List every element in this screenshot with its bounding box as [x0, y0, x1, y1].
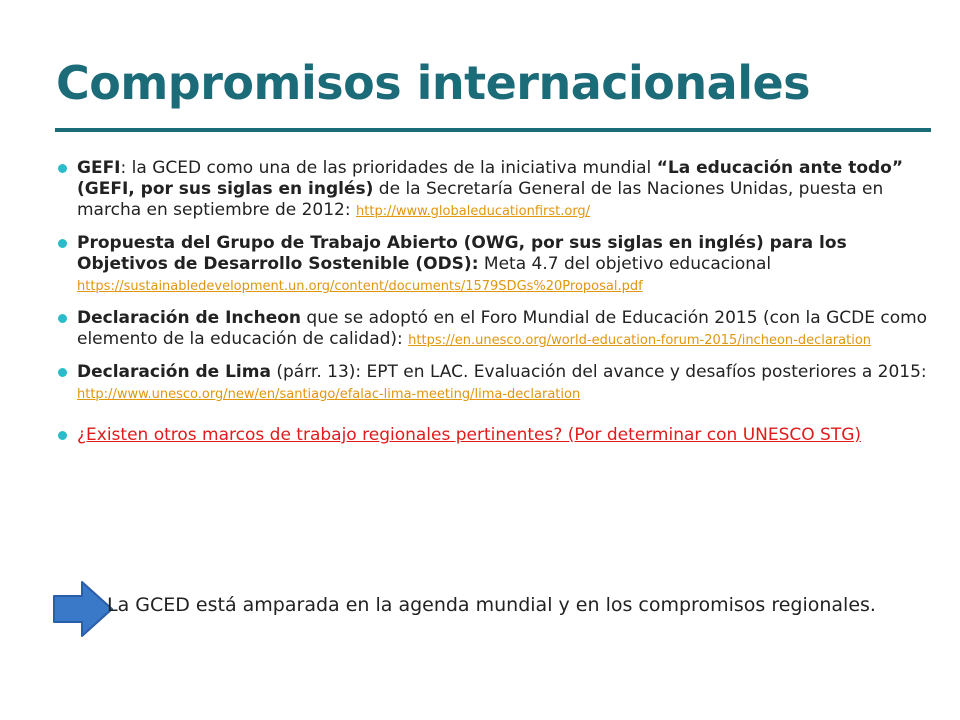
list-item-lima [77, 362, 939, 405]
gefi-label: GEFI [77, 158, 121, 178]
list-item-gefi [77, 158, 939, 222]
right-arrow-icon [52, 580, 114, 638]
lima-bold: Declaración de Lima [77, 362, 271, 382]
lima-link[interactable]: http://www.unesco.org/new/en/santiago/efalac-lima-meeting/lima-declaration [77, 387, 581, 402]
list-item-incheon [77, 308, 939, 351]
regional-frameworks-link[interactable]: ¿Existen otros marcos de trabajo regionales pertinentes? (Por determinar con UNESCO STG) [77, 425, 862, 445]
gefi-link[interactable]: http://www.globaleducationfirst.org/ [356, 204, 591, 219]
commitments-list [77, 158, 939, 457]
list-item-question [77, 425, 939, 446]
incheon-text: que se adoptó en el Foro Mundial de Educación 2015 (con la GCDE como elemento de la educación de calidad): [77, 308, 928, 349]
slide-title: Compromisos internacionales [56, 56, 811, 110]
incheon-link[interactable]: https://en.unesco.org/world-education-forum-2015/incheon-declaration [408, 333, 872, 348]
owg-text: Meta 4.7 del objetivo educacional [478, 254, 772, 274]
list-item-owg [77, 233, 939, 297]
owg-link[interactable]: https://sustainabledevelopment.un.org/content/documents/1579SDGs%20Proposal.pdf [77, 279, 643, 294]
owg-bold: Propuesta del Grupo de Trabajo Abierto (OWG, por sus siglas en inglés) para los Objetivos de Desarrollo Sostenible (ODS): [77, 233, 847, 274]
gefi-text-a: : la GCED como una de las prioridades de la iniciativa mundial [120, 158, 657, 178]
title-divider [55, 128, 931, 132]
lima-text: (párr. 13): EPT en LAC. Evaluación del avance y desafíos posteriores a 2015: [270, 362, 927, 382]
gefi-text-b: de la Secretaría General de las Naciones Unidas, puesta en marcha en septiembre de 2012: [77, 179, 884, 220]
gefi-bold: “La educación ante todo” (GEFI, por sus siglas en inglés) [77, 158, 904, 199]
incheon-bold: Declaración de Incheon [77, 308, 302, 328]
conclusion-text: La GCED está amparada en la agenda mundial y en los compromisos regionales. [107, 594, 876, 616]
